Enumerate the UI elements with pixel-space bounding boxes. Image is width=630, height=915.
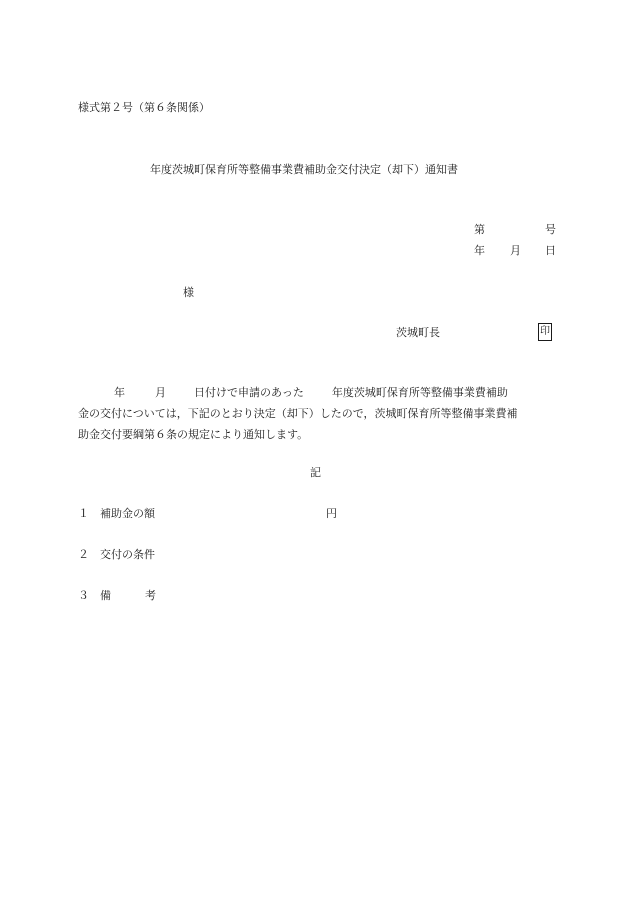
body-year: 年	[114, 386, 125, 399]
reference-number-label: 第	[474, 223, 485, 236]
item-grant-conditions	[78, 548, 155, 562]
date-day-label: 日	[545, 244, 556, 257]
body-line-2: 金の交付については，下記のとおり決定（却下）したので，茨城町保育所等整備事業費補	[78, 407, 518, 420]
item-label: 交付の条件	[100, 548, 155, 561]
reference-number-suffix: 号	[545, 223, 556, 236]
document-title: 年度茨城町保育所等整備事業費補助金交付決定（却下）通知書	[150, 163, 458, 176]
notice-body	[78, 382, 560, 445]
issuer-title: 茨城町長	[396, 326, 440, 339]
item-label-part-b: 考	[145, 589, 156, 602]
item-remarks	[78, 589, 156, 603]
item-label: 補助金の額	[100, 507, 155, 520]
body-line-1	[78, 382, 560, 403]
seal-mark: 印	[538, 323, 552, 341]
body-line1-rest: 日付けで申請のあった	[194, 386, 304, 399]
body-line-3: 助金交付要綱第６条の規定により通知します。	[78, 428, 309, 441]
item-subsidy-amount	[78, 507, 155, 521]
item-number: ３	[78, 589, 89, 602]
addressee-suffix: 様	[183, 286, 194, 299]
date-year-label: 年	[474, 244, 485, 257]
item-number: ２	[78, 548, 89, 561]
ki-heading: 記	[310, 466, 321, 479]
item-number: １	[78, 507, 89, 520]
date-month-label: 月	[510, 244, 521, 257]
item-unit-yen: 円	[326, 507, 337, 520]
item-label-part-a: 備	[100, 589, 111, 602]
body-line1-tail: 年度茨城町保育所等整備事業費補助	[331, 386, 508, 399]
body-month: 月	[155, 386, 166, 399]
form-number: 様式第２号（第６条関係）	[78, 101, 210, 114]
